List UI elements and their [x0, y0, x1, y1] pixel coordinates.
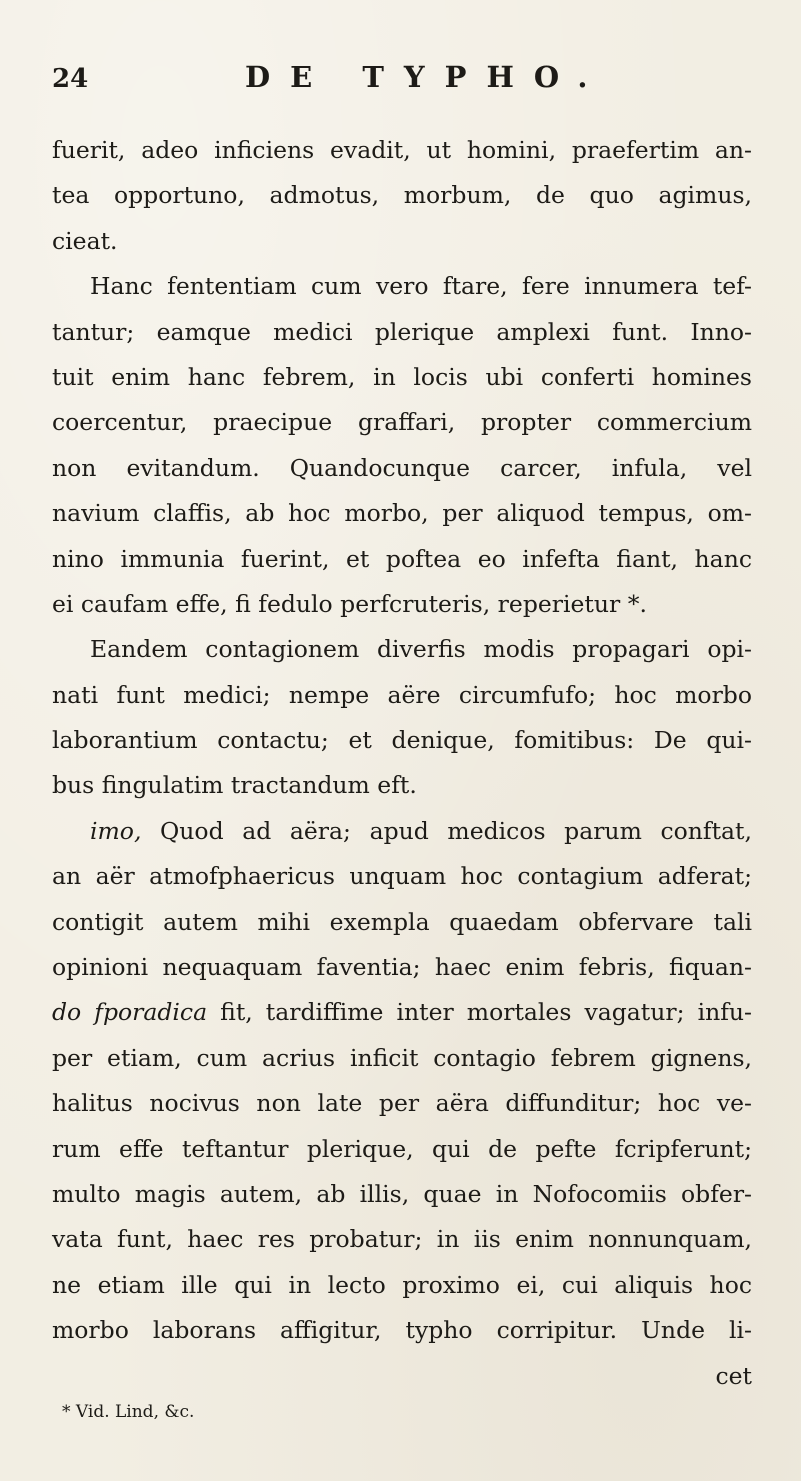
text-line: coercentur, praecipue graffari, propter commercium [52, 408, 752, 437]
text-span: fit, tardiffime inter mortales vagatur; infu- [220, 998, 752, 1027]
body-text [52, 128, 752, 1399]
text-line: cieat. [52, 226, 118, 255]
text-line: ne etiam ille qui in lecto proximo ei, cui aliquis hoc [52, 1270, 752, 1299]
text-line: an aër atmofphaericus unquam hoc contagium adferat; [52, 862, 752, 891]
page-number: 24 [52, 64, 89, 94]
text-line: tea opportuno, admotus, morbum, de quo agimus, [52, 181, 752, 210]
text-line: tuit enim hanc febrem, in locis ubi conferti homines [52, 362, 752, 391]
italic-word: do fporadica [52, 998, 208, 1027]
text-line: multo magis autem, ab illis, quae in Nofocomiis obfer- [52, 1179, 752, 1208]
text-line: contigit autem mihi exempla quaedam obfervare tali [52, 907, 752, 936]
text-line: morbo laborans affigitur, typho corripitur. Unde li- [52, 1316, 752, 1345]
text-line: Hanc fententiam cum vero ftare, fere innumera tef- [90, 272, 752, 301]
text-line: per etiam, cum acrius inficit contagio febrem gignens, [52, 1043, 752, 1072]
text-line: bus fingulatim tractandum eft. [52, 771, 417, 800]
running-title: DE TYPHO. [245, 60, 608, 94]
text-line: nino immunia fuerint, et poftea eo infefta fiant, hanc [52, 544, 752, 573]
text-line [52, 809, 752, 854]
text-line: navium claffis, ab hoc morbo, per aliquod tempus, om- [52, 499, 752, 528]
text-line: rum effe teftantur plerique, qui de pefte fcripferunt; [52, 1134, 752, 1163]
text-line: Eandem contagionem diverfis modis propagari opi- [90, 635, 752, 664]
text-line: halitus nocivus non late per aëra diffunditur; hoc ve- [52, 1089, 752, 1118]
text-line: fuerit, adeo inficiens evadit, ut homini, praefertim an- [52, 136, 752, 164]
text-line: tantur; eamque medici plerique amplexi funt. Inno- [52, 317, 752, 346]
catchword: cet [715, 1361, 752, 1390]
footnote: * Vid. Lind, &c. [62, 1402, 195, 1422]
text-line: laborantium contactu; et denique, fomitibus: De qui- [52, 726, 752, 755]
italic-word: imo, [90, 816, 142, 845]
text-line: opinioni nequaquam faventia; haec enim febris, fiquan- [52, 953, 752, 982]
text-line: vata funt, haec res probatur; in iis enim nonnunquam, [52, 1225, 752, 1254]
text-line: non evitandum. Quandocunque carcer, infula, vel [52, 453, 752, 482]
text-line [52, 990, 752, 1035]
text-line: ei caufam effe, fi fedulo perfcruteris, reperietur *. [52, 589, 647, 618]
page-header [52, 60, 749, 100]
text-span: Quod ad aëra; apud medicos parum conftat, [160, 816, 752, 845]
text-line: nati funt medici; nempe aëre circumfufo; hoc morbo [52, 680, 752, 709]
